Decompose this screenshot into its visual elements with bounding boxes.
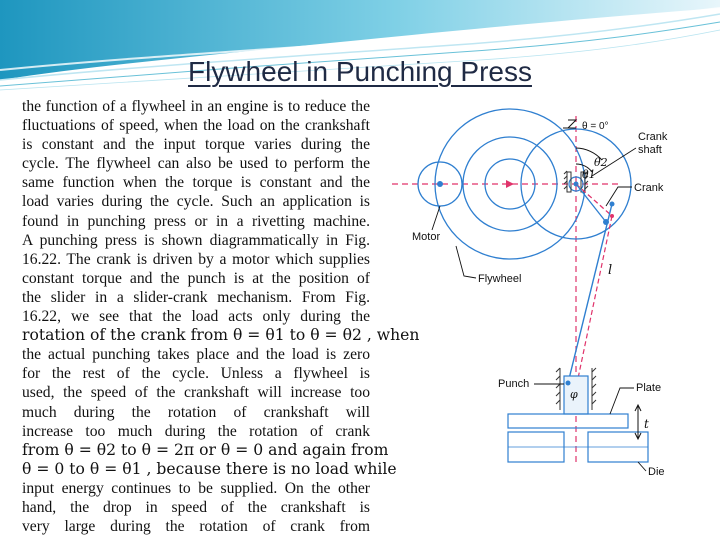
theta1-label: θ1	[582, 168, 596, 181]
die-label: Die	[648, 466, 665, 478]
plate	[508, 414, 628, 428]
connecting-rod-dashed	[576, 216, 612, 388]
text-line: increase too much during the rotation of crank	[22, 422, 370, 440]
motor-label: Motor	[412, 231, 441, 243]
text-line: hand, the drop in speed of the crankshaft is	[22, 498, 370, 516]
theta-zero-arrow	[568, 120, 576, 128]
rod-length-label: l	[608, 263, 613, 278]
drive-arrow	[506, 180, 514, 188]
text-line: 16.22. The crank is driven by a motor which supplies	[22, 250, 370, 268]
text-line: from θ = θ2 to θ = 2π or θ = 0 and again from	[22, 440, 389, 459]
text-line: constant torque and the punch is at the position of	[22, 269, 370, 287]
text-line: the actual punching takes place and the load is zero	[22, 346, 370, 364]
text-line: A punching press is shown diagrammatically in Fig.	[22, 231, 370, 249]
text-line: cycle. The flywheel can also be used to perform the	[22, 155, 370, 173]
text-line: used, the speed of the crankshaft will increase too	[22, 384, 370, 402]
text-line: same function when the torque is constant and the	[22, 174, 370, 192]
punch-label: Punch	[498, 378, 530, 390]
theta-zero-label: θ = 0°	[582, 121, 609, 132]
crank-shaft-label-2: shaft	[638, 144, 662, 156]
text-line: 16.22, we see that the load acts only during the	[22, 308, 370, 326]
text-line: the function of a flywheel in an engine is to reduce the	[22, 98, 370, 115]
text-line: θ = 0 to θ = θ1 , because there is no load while	[22, 459, 397, 478]
phi-label: φ	[570, 388, 578, 401]
motor-center	[437, 181, 443, 187]
thickness-label: t	[644, 417, 649, 431]
connecting-rod	[568, 204, 612, 383]
text-line: fluctuations of speed, when the load on the crankshaft	[22, 117, 370, 135]
text-line: found in punching press or in a rivetting machine.	[22, 212, 370, 230]
text-line: very large during the rotation of crank from	[22, 518, 370, 536]
crank-shaft-label-1: Crank	[638, 131, 668, 143]
crank-label: Crank	[634, 182, 664, 194]
text-line: the slider in a slider-crank mechanism. From Fig.	[22, 288, 370, 306]
plate-label: Plate	[636, 382, 662, 394]
text-line: input energy continues to be supplied. On the other	[22, 479, 370, 497]
text-line: load varies during the cycle. Such an application is	[22, 193, 370, 211]
flywheel-label: Flywheel	[478, 273, 522, 285]
text-line: rotation of the crank from θ = θ1 to θ = θ2 , when	[22, 326, 420, 345]
body-paragraph	[22, 97, 420, 540]
punching-press-diagram	[392, 98, 698, 493]
text-line: for the rest of the cycle. Unless a flywheel is	[22, 365, 370, 383]
theta2-label: θ2	[594, 156, 608, 169]
text-line: is constant and the input torque varies during the	[22, 136, 370, 154]
text-line: much during the rotation of crankshaft will	[22, 403, 370, 421]
slide-title: Flywheel in Punching Press	[188, 56, 532, 87]
